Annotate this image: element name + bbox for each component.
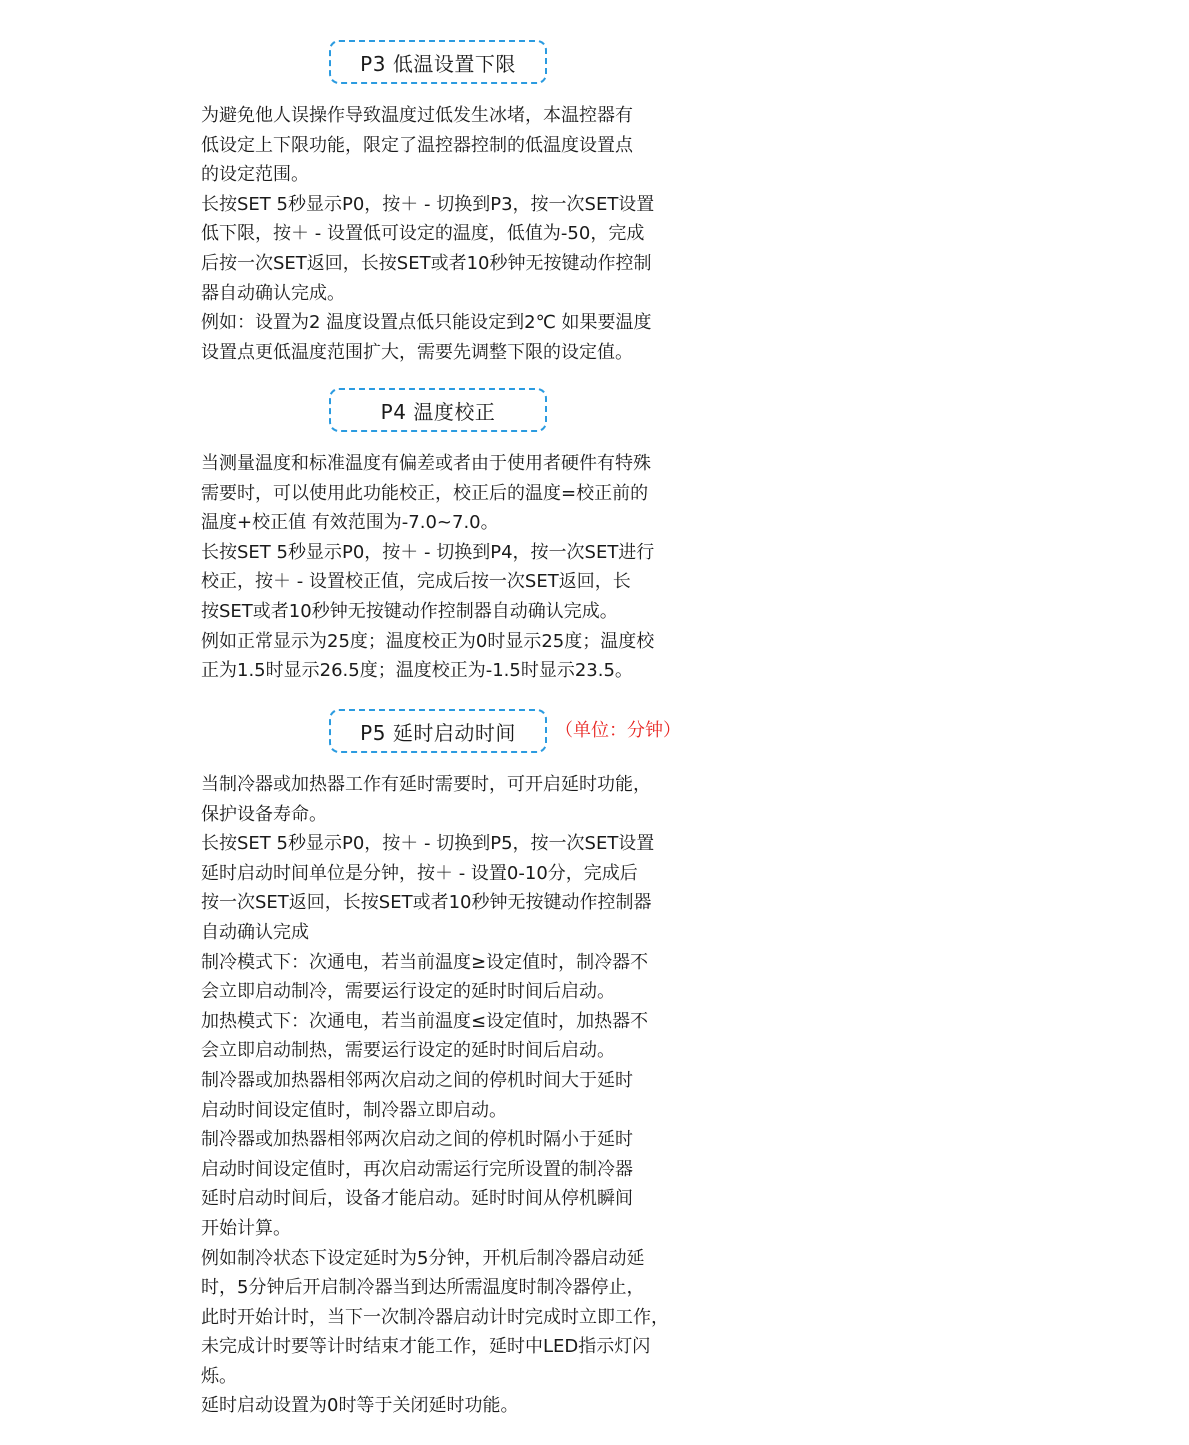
text-line: 开始计算。	[201, 1217, 291, 1239]
text-line: 保护设备寿命。	[201, 803, 327, 825]
text-line: 延时启动时间单位是分钟，按＋ - 设置0-10分，完成后	[201, 862, 638, 884]
text-line: 当测量温度和标准温度有偏差或者由于使用者硬件有特殊	[201, 453, 651, 474]
text-line: 制冷模式下：次通电，若当前温度≥设定值时，制冷器不	[201, 951, 649, 973]
text-line: 按SET或者10秒钟无按键动作控制器自动确认完成。	[201, 600, 618, 622]
text-line: 正为1.5时显示26.5度；温度校正为-1.5时显示23.5。	[201, 660, 633, 682]
text-line: 时，5分钟后开启制冷器当到达所需温度时制冷器停止，	[201, 1277, 645, 1299]
heading-p3	[329, 40, 547, 84]
heading-p5-label: P5 延时启动时间	[360, 720, 516, 745]
section-p3-body	[201, 101, 701, 367]
text-line: 启动时间设定值时，制冷器立即启动。	[201, 1099, 507, 1121]
text-line: 温度+校正值 有效范围为-7.0~7.0。	[201, 512, 499, 534]
text-line: 例如正常显示为25度；温度校正为0时显示25度；温度校	[201, 630, 655, 652]
section-p5-body	[201, 770, 701, 1421]
text-line: 例如制冷状态下设定延时为5分钟，开机后制冷器启动延	[201, 1247, 645, 1269]
text-line: 需要时，可以使用此功能校正，校正后的温度=校正前的	[201, 482, 649, 504]
text-line: 为避免他人误操作导致温度过低发生冰堵，本温控器有	[201, 105, 633, 126]
text-line: 后按一次SET返回，长按SET或者10秒钟无按键动作控制	[201, 252, 652, 274]
text-line: 自动确认完成	[201, 921, 309, 943]
text-line: 会立即启动制热，需要运行设定的延时时间后启动。	[201, 1040, 615, 1062]
text-line: 延时启动时间后，设备才能启动。延时时间从停机瞬间	[201, 1188, 633, 1210]
heading-p3-label: P3 低温设置下限	[360, 51, 516, 76]
text-line: 低设定上下限功能，限定了温控器控制的低温度设置点	[201, 134, 633, 156]
text-line: 会立即启动制冷，需要运行设定的延时时间后启动。	[201, 981, 615, 1003]
text-line: 按一次SET返回，长按SET或者10秒钟无按键动作控制器	[201, 892, 652, 914]
text-line: 长按SET 5秒显示P0，按＋ - 切换到P4，按一次SET进行	[201, 541, 655, 563]
text-line: 启动时间设定值时，再次启动需运行完所设置的制冷器	[201, 1158, 633, 1180]
text-line: 制冷器或加热器相邻两次启动之间的停机时间大于延时	[201, 1069, 633, 1091]
unit-note: （单位：分钟）	[555, 720, 681, 741]
text-line: 加热模式下：次通电，若当前温度≤设定值时，加热器不	[201, 1010, 649, 1032]
text-line: 长按SET 5秒显示P0，按＋ - 切换到P3，按一次SET设置	[201, 193, 655, 215]
heading-p5	[329, 709, 547, 753]
text-line: 低下限，按＋ - 设置低可设定的温度，低值为-50，完成	[201, 223, 645, 245]
text-line: 的设定范围。	[201, 164, 309, 186]
text-line: 当制冷器或加热器工作有延时需要时，可开启延时功能，	[201, 774, 651, 795]
text-line: 此时开始计时，当下一次制冷器启动计时完成时立即工作，	[201, 1306, 669, 1328]
text-line: 未完成计时要等计时结束才能工作，延时中LED指示灯闪	[201, 1336, 651, 1358]
text-line: 延时启动设置为0时等于关闭延时功能。	[201, 1395, 519, 1417]
text-line: 例如：设置为2 温度设置点低只能设定到2℃ 如果要温度	[201, 312, 652, 334]
text-line: 校正，按＋ - 设置校正值，完成后按一次SET返回，长	[201, 571, 631, 593]
text-line: 长按SET 5秒显示P0，按＋ - 切换到P5，按一次SET设置	[201, 833, 655, 855]
section-p4-body	[201, 449, 701, 686]
heading-p4-label: P4 温度校正	[380, 399, 496, 424]
text-line: 器自动确认完成。	[201, 282, 345, 304]
text-line: 制冷器或加热器相邻两次启动之间的停机时隔小于延时	[201, 1129, 633, 1151]
heading-p4	[329, 388, 547, 432]
text-line: 烁。	[201, 1365, 237, 1387]
text-line: 设置点更低温度范围扩大，需要先调整下限的设定值。	[201, 341, 633, 363]
